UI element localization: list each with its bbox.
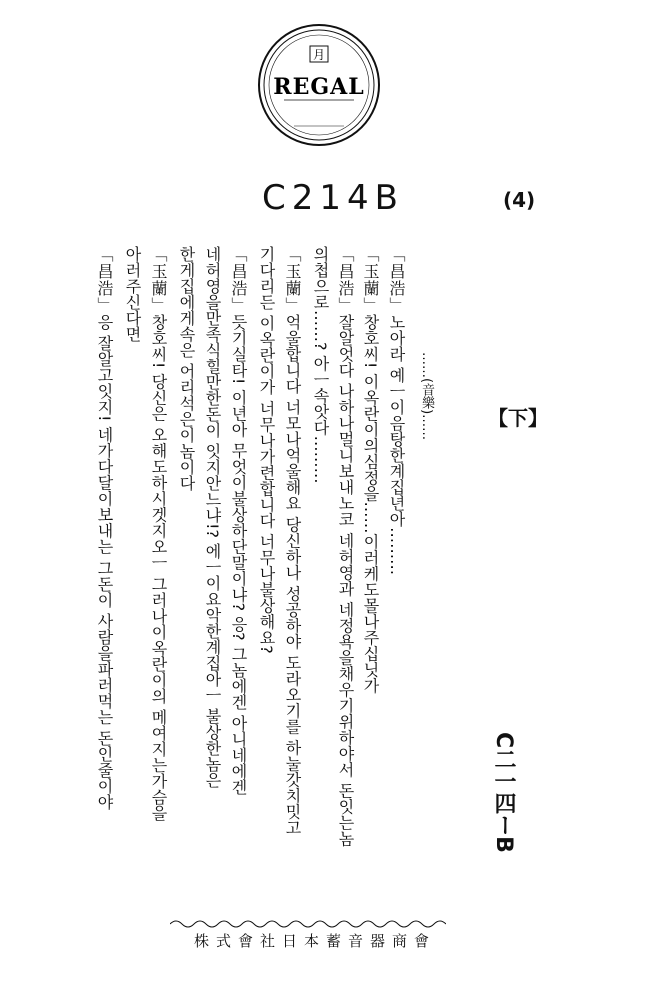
speaker-label: 「昌浩」	[336, 246, 355, 314]
speaker-label: 「昌浩」	[229, 246, 248, 314]
line-text: 듯기실타! 이년아 무엇이불상하단말이냐? 응? 그놈에겐 아니네에겐	[229, 314, 248, 795]
speaker-label: 「玉蘭」	[361, 246, 380, 314]
line-text: 의첩으로……? 아ㅡ속앗다………	[311, 246, 330, 484]
line-text: 노아라 예ㅡ이음탕한계집년아………	[387, 314, 406, 576]
catalog-number: C214B	[262, 178, 404, 218]
speaker-label: 「昌浩」	[387, 246, 406, 314]
music-cue: ……(音樂)……	[419, 352, 434, 441]
dialogue-line	[150, 246, 166, 821]
line-text: 창호씨! 당신은 오해도하시겟지오ㅡ 그러나이옥란이의 메여지는가슴을	[149, 314, 168, 821]
dialogue-line	[124, 246, 140, 342]
dialogue-line	[178, 246, 194, 491]
company-name: 株式會社日本蓄音器商會	[193, 932, 436, 950]
dialogue-line	[204, 246, 220, 788]
line-text: 한게집에게속은 어리석은이놈이다	[177, 246, 196, 492]
speaker-label: 「昌浩」	[95, 246, 114, 314]
speaker-label: 「玉蘭」	[283, 246, 302, 314]
side-label: 【下】	[488, 406, 548, 430]
dialogue-line	[337, 246, 353, 846]
line-text: 기다리든 이옥란이가 너무나가련합니다 너무나불상해요?	[257, 246, 276, 654]
side-code: C二一四ーB	[491, 732, 516, 853]
wavy-divider	[170, 918, 446, 930]
dialogue-line	[96, 246, 112, 810]
logo-brand: REGAL	[273, 74, 365, 100]
line-text: 아러주신다면	[123, 246, 142, 342]
dialogue-line	[312, 246, 328, 484]
regal-logo	[256, 22, 382, 148]
line-text: 응 잘알고잇지! 네가다달이보내는 그돈이 사람을파러먹는 돈인줄이야	[95, 314, 114, 810]
dialogue-line	[362, 246, 378, 694]
page-number: (4)	[503, 188, 536, 212]
dialogue-line	[258, 246, 274, 654]
line-text: 창호씨! 이옥란이의심정을……이러케도몰나주십닛가	[361, 314, 380, 694]
svg-text:月: 月	[312, 48, 326, 62]
line-text: 억울합니다 너모나억울해요 당신하나 성공하야 도라오기를 하눌갓치밋고	[283, 314, 302, 836]
line-text: 네허영을만족식힐만한돈이 잇지안느냐!? 에ㅡ이요악한계집아ㅡ 불상한놈은	[203, 246, 222, 789]
dialogue-line	[388, 246, 404, 575]
dialogue-line	[230, 246, 246, 795]
line-text: 잘알엇다 나하나멀니보내노코 네허영과 네정욕을채우기위하야서 돈잇는놈	[336, 314, 355, 847]
dialogue-line	[284, 246, 300, 835]
speaker-label: 「玉蘭」	[149, 246, 168, 314]
